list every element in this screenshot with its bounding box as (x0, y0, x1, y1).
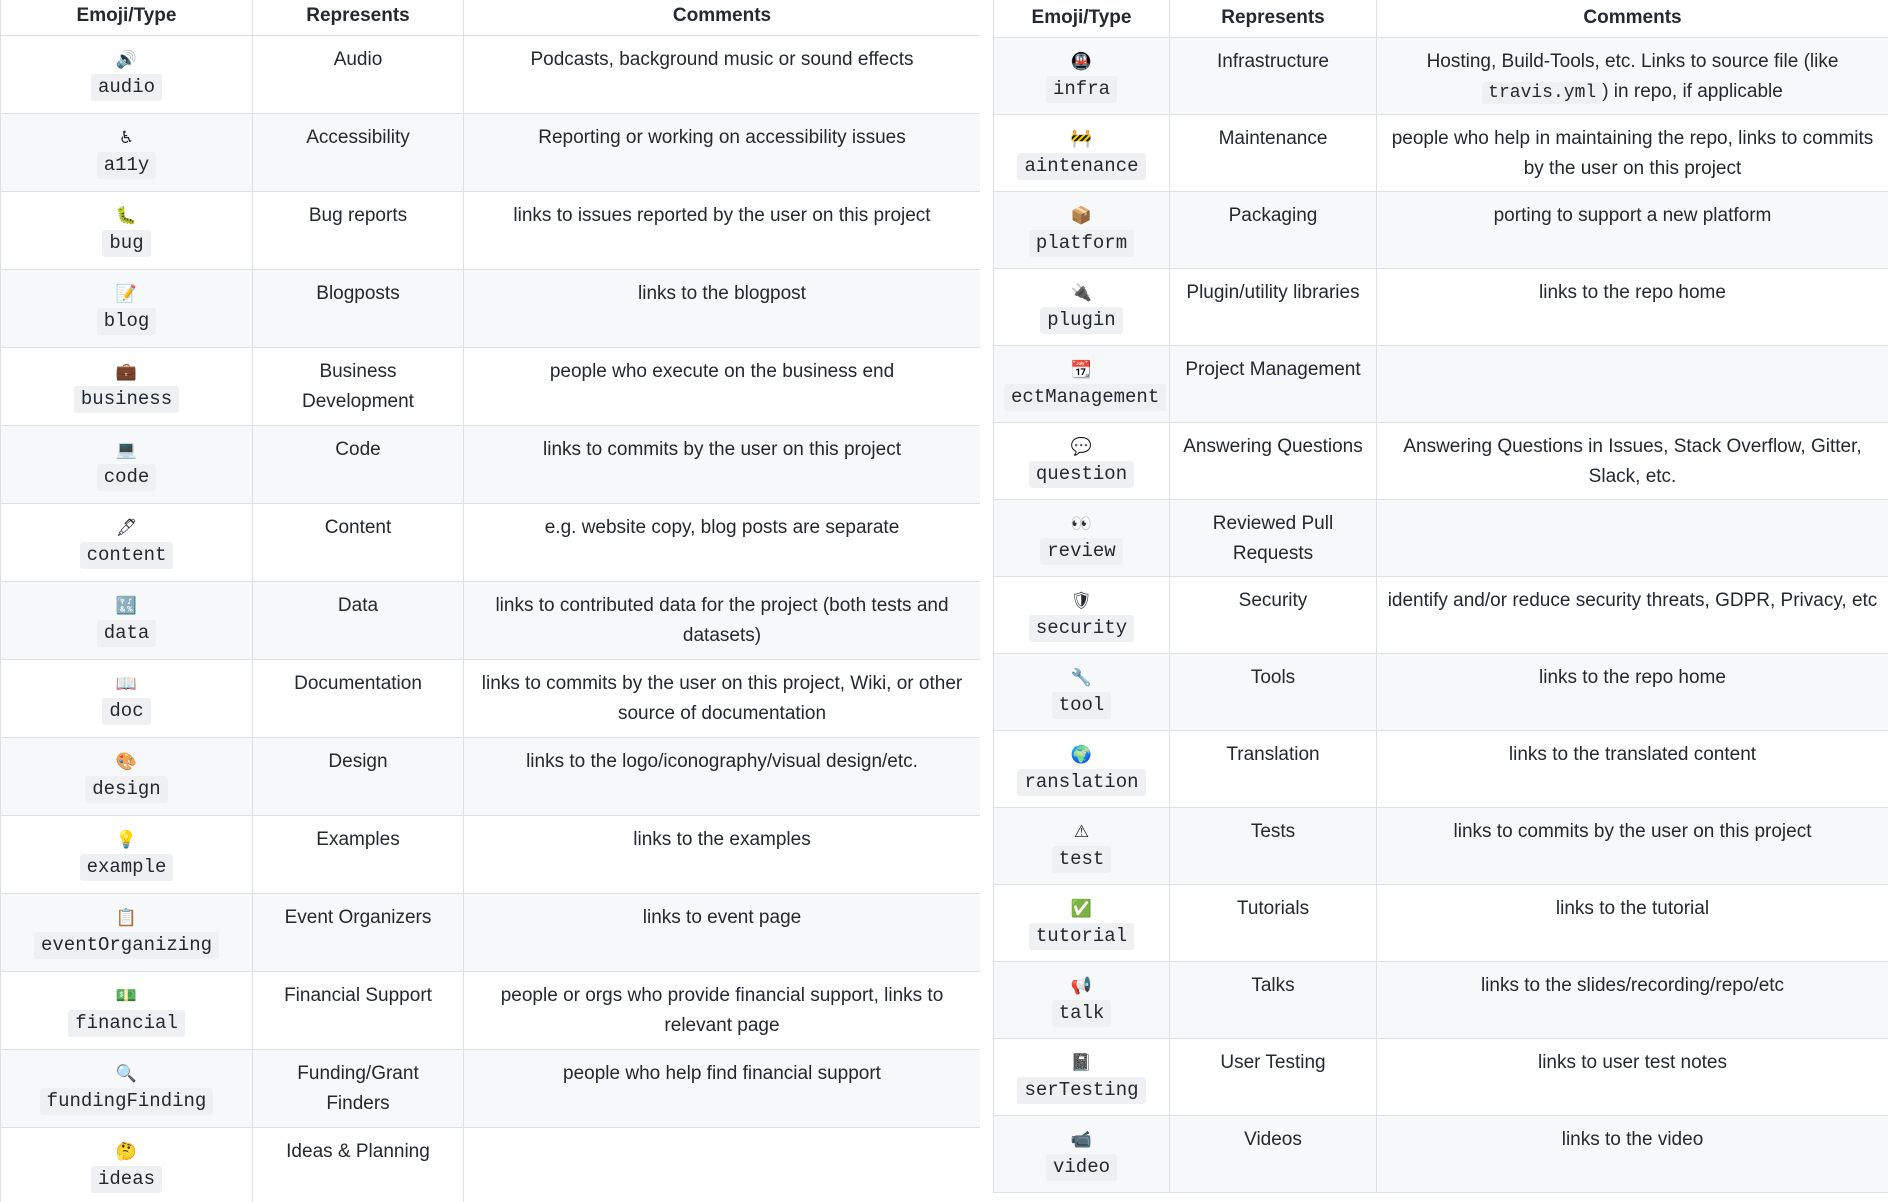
emoji-type-cell (994, 808, 1170, 885)
contribution-type-code: aintenance (1017, 153, 1145, 180)
contribution-type-code: example (80, 854, 174, 881)
eyes-icon: 👀 (1070, 514, 1093, 534)
wrench-icon: 🔧 (1070, 668, 1093, 688)
briefcase-icon: 💼 (115, 362, 138, 382)
comments-cell: links to commits by the user on this project (464, 426, 981, 504)
represents-cell: User Testing (1170, 1039, 1377, 1116)
comments-cell: links to the slides/recording/repo/etc (1377, 962, 1888, 1039)
table-row (994, 962, 1888, 1039)
bug-icon: 🐛 (115, 206, 138, 226)
magnifier-icon: 🔍 (115, 1064, 138, 1084)
contribution-type-code: security (1029, 615, 1134, 642)
loudspeaker-icon: 📢 (1070, 976, 1093, 996)
right-table-pane (993, 0, 1888, 1202)
contribution-type-code: plugin (1040, 307, 1122, 334)
comments-cell: e.g. website copy, blog posts are separate (464, 504, 981, 582)
comments-cell: links to the repo home (1377, 654, 1888, 731)
comments-cell: links to user test notes (1377, 1039, 1888, 1116)
emoji-type-cell (1, 738, 253, 816)
represents-cell: Audio (253, 36, 464, 114)
contribution-type-code: serTesting (1017, 1077, 1145, 1104)
represents-cell: Translation (1170, 731, 1377, 808)
table-row (994, 1116, 1888, 1193)
speaker-icon: 🔊 (115, 50, 138, 70)
table-row (994, 1039, 1888, 1116)
check-mark-icon: ✅ (1070, 899, 1093, 919)
contribution-type-code: fundingFinding (40, 1088, 214, 1115)
represents-cell: Accessibility (253, 114, 464, 192)
table-row (994, 269, 1888, 346)
table-row (994, 192, 1888, 269)
contribution-type-code: content (80, 542, 174, 569)
represents-cell: Packaging (1170, 192, 1377, 269)
contribution-type-code: ectManagement (1004, 384, 1166, 411)
contribution-type-code: infra (1046, 76, 1117, 103)
contribution-type-code: business (74, 386, 179, 413)
contribution-type-code: blog (97, 308, 157, 335)
emoji-type-cell (1, 348, 253, 426)
emoji-type-cell (1, 660, 253, 738)
table-header-row (1, 0, 981, 36)
globe-icon: 🌍 (1070, 745, 1093, 765)
construction-icon: 🚧 (1070, 129, 1093, 149)
emoji-type-cell (994, 731, 1170, 808)
table-row (994, 885, 1888, 962)
comments-cell: people who help find financial support (464, 1050, 981, 1128)
contribution-type-code: test (1052, 846, 1112, 873)
table-row (994, 423, 1888, 500)
emoji-type-cell (994, 38, 1170, 115)
contribution-type-code: video (1046, 1154, 1117, 1181)
comments-cell (1377, 38, 1888, 115)
comments-cell: Answering Questions in Issues, Stack Overflow, Gitter, Slack, etc. (1377, 423, 1888, 500)
represents-cell: Infrastructure (1170, 38, 1377, 115)
comments-cell: links to commits by the user on this project (1377, 808, 1888, 885)
table-row (1, 972, 981, 1050)
table-row (1, 582, 981, 660)
emoji-type-cell (1, 426, 253, 504)
contribution-type-code: financial (68, 1010, 185, 1037)
represents-cell: Tests (1170, 808, 1377, 885)
comments-cell: links to issues reported by the user on this project (464, 192, 981, 270)
inline-code-filename: travis.yml (1482, 82, 1602, 104)
wheelchair-icon: ♿ (118, 128, 135, 148)
represents-cell: Reviewed Pull Requests (1170, 500, 1377, 577)
comments-cell: links to the tutorial (1377, 885, 1888, 962)
table-row (1, 426, 981, 504)
column-header-represents: Represents (1170, 0, 1377, 38)
represents-cell: Financial Support (253, 972, 464, 1050)
metro-icon: 🚇 (1070, 52, 1093, 72)
represents-cell: Documentation (253, 660, 464, 738)
comments-cell: links to the examples (464, 816, 981, 894)
table-row (994, 500, 1888, 577)
comments-cell: people or orgs who provide financial support, links to relevant page (464, 972, 981, 1050)
notebook-icon: 📓 (1070, 1053, 1093, 1073)
represents-cell: Videos (1170, 1116, 1377, 1193)
column-header-represents: Represents (253, 0, 464, 36)
video-camera-icon: 📹 (1070, 1130, 1093, 1150)
table-row (1, 816, 981, 894)
comments-cell: links to the video (1377, 1116, 1888, 1193)
emoji-type-cell (994, 577, 1170, 654)
comments-cell: identify and/or reduce security threats, GDPR, Privacy, etc (1377, 577, 1888, 654)
represents-cell: Maintenance (1170, 115, 1377, 192)
table-row (994, 808, 1888, 885)
emoji-type-cell (994, 269, 1170, 346)
emoji-type-cell (1, 972, 253, 1050)
thinking-face-icon: 🤔 (115, 1142, 138, 1162)
contribution-type-code: eventOrganizing (34, 932, 219, 959)
column-header-comments: Comments (464, 0, 981, 36)
emoji-type-cell (994, 1039, 1170, 1116)
emoji-type-cell (994, 423, 1170, 500)
emoji-type-cell (1, 504, 253, 582)
contribution-type-code: bug (102, 230, 150, 257)
represents-cell: Project Management (1170, 346, 1377, 423)
contribution-type-code: audio (91, 74, 162, 101)
represents-cell: Answering Questions (1170, 423, 1377, 500)
table-header-row (994, 0, 1888, 38)
contribution-type-code: ideas (91, 1166, 162, 1193)
emoji-type-cell (994, 500, 1170, 577)
represents-cell: Design (253, 738, 464, 816)
emoji-type-cell (994, 1116, 1170, 1193)
warning-icon: ⚠ (1073, 822, 1090, 842)
plug-icon: 🔌 (1070, 283, 1093, 303)
comments-cell: links to the blogpost (464, 270, 981, 348)
comments-cell: Podcasts, background music or sound effects (464, 36, 981, 114)
table-row (1, 192, 981, 270)
table-row (994, 346, 1888, 423)
comments-cell (1377, 500, 1888, 577)
contribution-type-code: platform (1029, 230, 1134, 257)
comments-cell: links to contributed data for the project (both tests and datasets) (464, 582, 981, 660)
represents-cell: Bug reports (253, 192, 464, 270)
shield-icon: 🛡 (1070, 591, 1093, 611)
comments-text: ) in repo, if applicable (1602, 81, 1783, 102)
table-row (1, 270, 981, 348)
comments-text: Hosting, Build-Tools, etc. Links to source file (like (1426, 51, 1839, 72)
represents-cell: Blogposts (253, 270, 464, 348)
represents-cell: Ideas & Planning (253, 1128, 464, 1202)
comments-cell (464, 1128, 981, 1202)
comments-cell: links to the logo/iconography/visual design/etc. (464, 738, 981, 816)
represents-cell: Event Organizers (253, 894, 464, 972)
represents-cell: Tutorials (1170, 885, 1377, 962)
speech-bubble-icon: 💬 (1070, 437, 1093, 457)
contribution-type-code: review (1040, 538, 1122, 565)
represents-cell: Content (253, 504, 464, 582)
represents-cell: Code (253, 426, 464, 504)
emoji-type-cell (994, 654, 1170, 731)
table-row (994, 731, 1888, 808)
table-row (1, 114, 981, 192)
comments-cell: links to the translated content (1377, 731, 1888, 808)
symbols-icon: 🔣 (115, 596, 138, 616)
emoji-type-cell (994, 346, 1170, 423)
pane-divider (980, 0, 993, 1202)
palette-icon: 🎨 (115, 752, 138, 772)
table-row (1, 1050, 981, 1128)
contribution-type-code: tool (1052, 692, 1112, 719)
column-header-emoji-type: Emoji/Type (994, 0, 1170, 38)
contribution-type-code: data (97, 620, 157, 647)
banknote-icon: 💵 (115, 986, 138, 1006)
table-row (1, 36, 981, 114)
table-row (1, 1128, 981, 1202)
comments-cell: links to commits by the user on this project, Wiki, or other source of documentation (464, 660, 981, 738)
table-row (1, 738, 981, 816)
comments-cell (1377, 346, 1888, 423)
contribution-type-code: tutorial (1029, 923, 1134, 950)
emoji-type-cell (1, 270, 253, 348)
lightbulb-icon: 💡 (115, 830, 138, 850)
table-body (1, 36, 981, 1202)
table-row (994, 38, 1888, 115)
contribution-type-code: question (1029, 461, 1134, 488)
column-header-emoji-type: Emoji/Type (1, 0, 253, 36)
comments-cell: people who execute on the business end (464, 348, 981, 426)
book-icon: 📖 (115, 674, 138, 694)
contribution-type-code: doc (102, 698, 150, 725)
represents-cell: Data (253, 582, 464, 660)
emoji-type-cell (1, 114, 253, 192)
table-row (1, 660, 981, 738)
represents-cell: Security (1170, 577, 1377, 654)
represents-cell: Funding/Grant Finders (253, 1050, 464, 1128)
emoji-type-cell (1, 894, 253, 972)
laptop-icon: 💻 (115, 440, 138, 460)
contribution-type-code: design (85, 776, 167, 803)
comments-cell: links to the repo home (1377, 269, 1888, 346)
contribution-type-code: ranslation (1017, 769, 1145, 796)
emoji-type-cell (994, 192, 1170, 269)
table-body (994, 38, 1888, 1193)
table-row (1, 348, 981, 426)
comments-cell: porting to support a new platform (1377, 192, 1888, 269)
comments-cell: people who help in maintaining the repo, links to commits by the user on this project (1377, 115, 1888, 192)
table-row (1, 894, 981, 972)
memo-icon: 📝 (115, 284, 138, 304)
contribution-type-code: a11y (97, 152, 157, 179)
emoji-type-cell (994, 962, 1170, 1039)
pen-icon: 🖋 (115, 518, 138, 538)
emoji-type-cell (1, 1128, 253, 1202)
emoji-type-cell (994, 115, 1170, 192)
emoji-type-cell (1, 36, 253, 114)
contribution-type-code: talk (1052, 1000, 1112, 1027)
emoji-type-cell (1, 582, 253, 660)
represents-cell: Plugin/utility libraries (1170, 269, 1377, 346)
emoji-type-cell (994, 885, 1170, 962)
represents-cell: Tools (1170, 654, 1377, 731)
comments-cell: Reporting or working on accessibility issues (464, 114, 981, 192)
represents-cell: Talks (1170, 962, 1377, 1039)
table-row (1, 504, 981, 582)
table-row (994, 654, 1888, 731)
emoji-type-cell (1, 1050, 253, 1128)
column-header-comments: Comments (1377, 0, 1888, 38)
represents-cell: Business Development (253, 348, 464, 426)
represents-cell: Examples (253, 816, 464, 894)
table-row (994, 577, 1888, 654)
contribution-types-table-right (993, 0, 1888, 1193)
table-row (994, 115, 1888, 192)
emoji-type-cell (1, 192, 253, 270)
clipboard-icon: 📋 (115, 908, 138, 928)
calendar-icon: 📆 (1070, 360, 1093, 380)
emoji-type-cell (1, 816, 253, 894)
package-icon: 📦 (1070, 206, 1093, 226)
comments-cell: links to event page (464, 894, 981, 972)
contribution-type-code: code (97, 464, 157, 491)
